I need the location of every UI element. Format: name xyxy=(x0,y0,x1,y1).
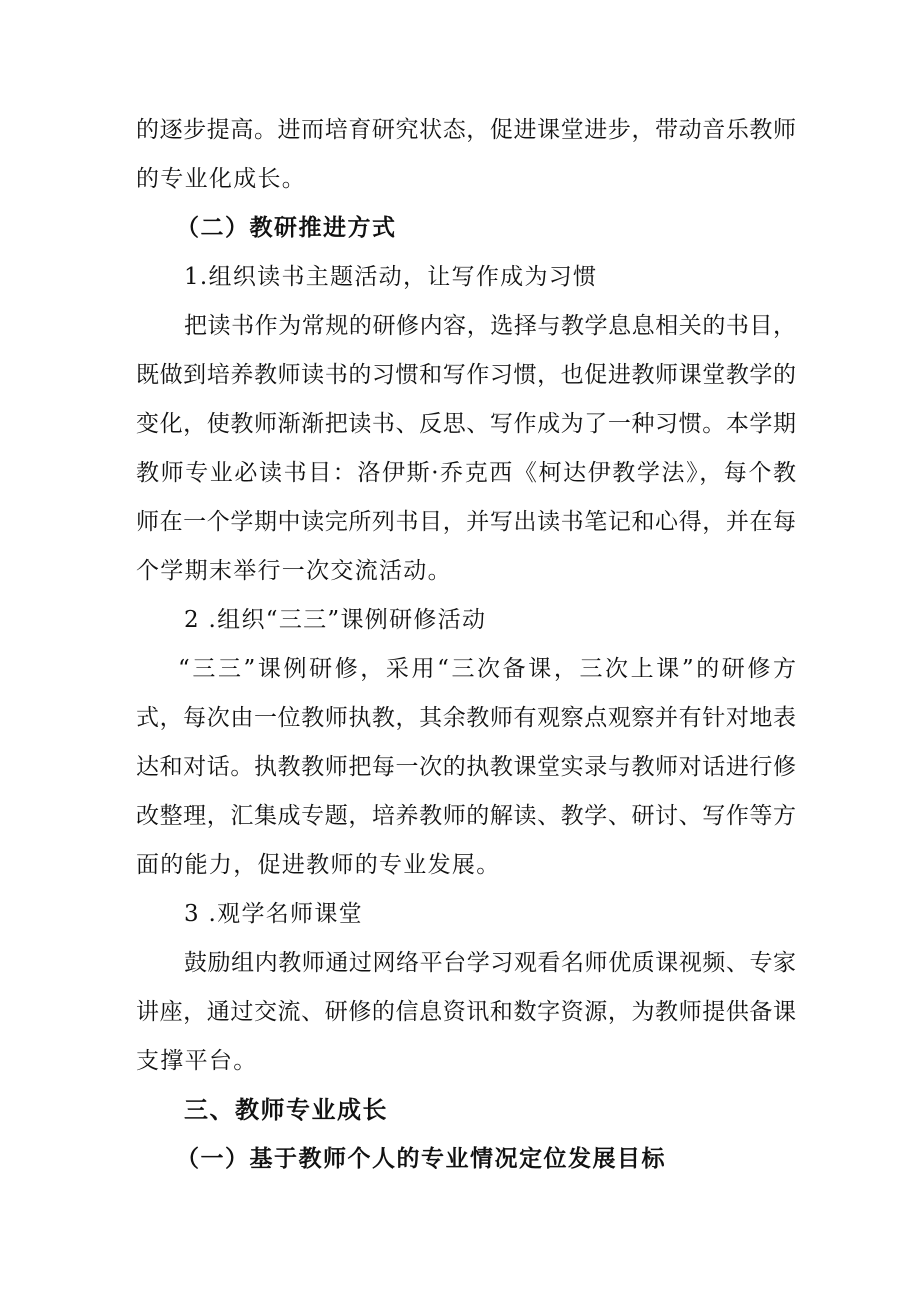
body-line: 既做到培养教师读书的习惯和写作习惯，也促进教师课堂教学的 xyxy=(136,362,796,388)
body-line: 师在一个学期中读完所列书目，并写出读书笔记和心得，并在每 xyxy=(136,509,796,535)
body-line: 式，每次由一位教师执教，其余教师有观察点观察并有针对地表 xyxy=(136,705,796,731)
subsection-heading: 1.组织读书主题活动，让写作成为习惯 xyxy=(184,264,598,290)
body-line: 改整理，汇集成专题，培养教师的解读、教学、研讨、写作等方 xyxy=(136,803,796,829)
subsection-heading: 2 .组织“三三”课例研修活动 xyxy=(184,607,487,633)
body-line: 达和对话。执教教师把每一次的执教课堂实录与教师对话进行修 xyxy=(136,754,796,780)
body-line: 讲座，通过交流、研修的信息资讯和数字资源，为教师提供备课 xyxy=(136,999,796,1025)
subsection-heading: 3 .观学名师课堂 xyxy=(184,901,363,927)
chapter-heading: 三、教师专业成长 xyxy=(184,1096,388,1124)
body-line: 把读书作为常规的研修内容，选择与教学息息相关的书目， xyxy=(184,313,796,339)
body-line: 个学期末举行一次交流活动。 xyxy=(136,558,452,584)
body-line: 变化，使教师渐渐把读书、反思、写作成为了一种习惯。本学期 xyxy=(136,411,796,437)
section-heading: （一）基于教师个人的专业情况定位发展目标 xyxy=(176,1146,666,1172)
body-line: 的专业化成长。 xyxy=(136,166,307,192)
body-line: 的逐步提高。进而培育研究状态，促进课堂进步，带动音乐教师 xyxy=(136,117,796,143)
body-line: 鼓励组内教师通过网络平台学习观看名师优质课视频、专家 xyxy=(184,950,796,976)
body-line: “三三”课例研修，采用“三次备课，三次上课”的研修方 xyxy=(178,656,796,682)
body-line: 教师专业必读书目：洛伊斯·乔克西《柯达伊教学法》，每个教 xyxy=(136,460,796,486)
section-heading: （二）教研推进方式 xyxy=(176,215,397,241)
body-line: 支撑平台。 xyxy=(136,1048,258,1074)
body-line: 面的能力，促进教师的专业发展。 xyxy=(136,852,501,878)
